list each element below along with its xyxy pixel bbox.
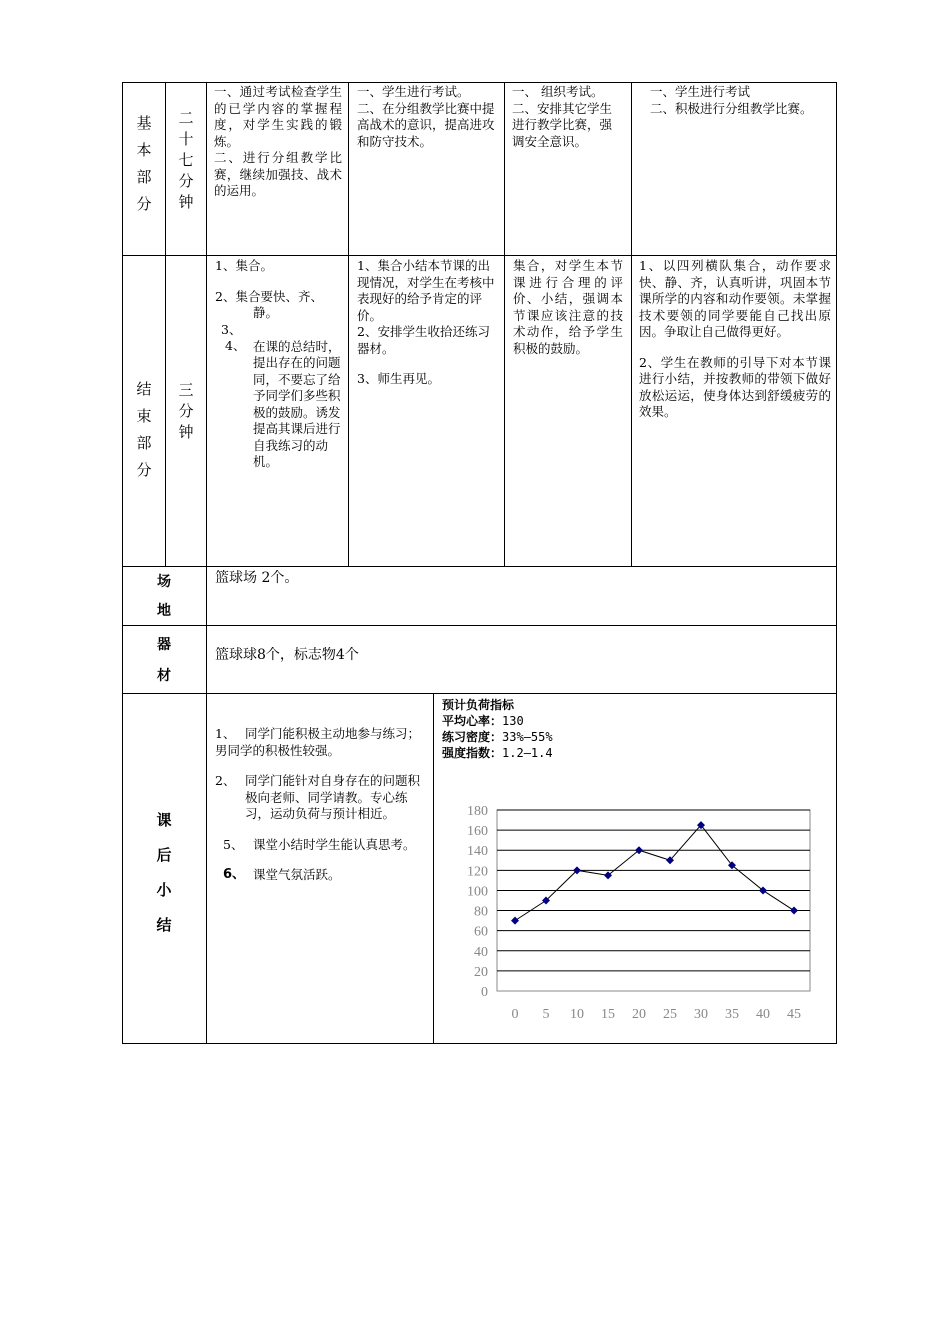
basic-teacher-cell: 一、 组织考试。 二、安排其它学生进行教学比赛，强调安全意识。 <box>512 84 613 149</box>
chart-series-line <box>515 825 794 921</box>
chart-data-point <box>604 871 612 879</box>
summary-item: 5、 课堂小结时学生能认真思考。 <box>223 836 416 852</box>
table-border-right <box>836 82 837 1044</box>
ending-student-cell: 1、集合小结本节课的出现情况，对学生在考核中表现好的给予肯定的评价。 2、安排学生收拾还练习器材。 3、师生再见。 <box>357 258 495 386</box>
chart-x-tick-label: 20 <box>632 1007 646 1022</box>
basic-requirement-cell: 一、学生进行考试 二、积极进行分组教学比赛。 <box>650 84 813 116</box>
ending-section-label: 结 束 部 分 <box>136 380 152 479</box>
col-divider <box>165 82 166 566</box>
chart-data-point <box>542 897 550 905</box>
basic-goal-cell: 一、通过考试检查学生的已学内容的掌握程度，对学生实践的锻炼。 二、进行分组教学比赛，继续加强技、战术的运用。 <box>214 84 342 198</box>
chart-x-tick-label: 10 <box>570 1007 584 1022</box>
equipment-label: 器 材 <box>157 637 171 684</box>
chart-x-tick-label: 45 <box>787 1007 801 1022</box>
basic-section-label: 基 本 部 分 <box>136 114 152 213</box>
summary-label: 课 后 小 结 <box>156 811 172 934</box>
chart-y-tick-label: 160 <box>467 824 488 840</box>
col-divider <box>206 82 207 1044</box>
summary-item: 1、 同学门能积极主动地参与练习；男同学的积极性较强。 <box>215 726 421 758</box>
chart-y-tick-label: 100 <box>467 884 488 900</box>
chart-y-tick-label: 40 <box>474 944 488 960</box>
chart-x-tick-label: 0 <box>511 1007 519 1022</box>
summary-list <box>215 726 427 884</box>
chart-data-point <box>666 856 674 864</box>
row-divider <box>122 693 837 694</box>
chart-x-tick-label: 5 <box>542 1007 550 1022</box>
row-divider <box>122 625 837 626</box>
chart-x-tick-label: 25 <box>663 1007 677 1022</box>
chart-data-point <box>573 866 581 874</box>
load-heading: 预计负荷指标 <box>442 698 515 712</box>
table-border-left <box>122 82 123 1044</box>
chart-data-point <box>759 886 767 894</box>
basic-section-time: 二 十 七 分 钟 <box>178 109 194 211</box>
summary-item: 6、 课堂气氛活跃。 <box>223 867 341 882</box>
table-border-bottom <box>122 1043 837 1044</box>
chart-y-tick-label: 180 <box>467 804 488 819</box>
chart-y-tick-label: 120 <box>467 864 488 880</box>
ending-teacher-cell: 集合，对学生本节课进行合理的评价、小结，强调本节课应该注意的技术动作，给予学生积极的鼓励。 <box>513 258 623 356</box>
venue-label: 场 地 <box>157 574 171 619</box>
col-divider <box>631 82 632 566</box>
load-indicators <box>442 697 742 761</box>
ending-section-time: 三 分 钟 <box>178 381 194 441</box>
basic-student-cell: 一、学生进行考试。 二、在分组教学比赛中提高战术的意识，提高进攻和防守技术。 <box>357 84 495 149</box>
equipment-value: 篮球球8个，标志物4个 <box>215 647 359 663</box>
chart-y-tick-label: 20 <box>474 964 488 980</box>
chart-y-tick-label: 60 <box>474 924 488 940</box>
chart-y-tick-label: 0 <box>481 985 488 1000</box>
chart-x-tick-label: 30 <box>694 1007 708 1022</box>
col-divider <box>504 82 505 566</box>
col-divider <box>348 82 349 566</box>
row-divider <box>122 255 837 256</box>
chart-data-point <box>790 907 798 915</box>
table-border-top <box>122 82 837 83</box>
chart-x-tick-label: 15 <box>601 1007 615 1022</box>
chart-data-point <box>697 821 705 829</box>
chart-plot-frame <box>497 810 810 991</box>
ending-content-cell: 1、集合。 2、集合要快、齐、静。 3、 4、 在课的总结时，提出存在的问题同，不要忘了给予同学们多些积极的鼓励。诱发提高其课后进行自我练习的动机。 <box>215 258 341 469</box>
heart-rate-row: 平均心率：130 <box>442 714 524 728</box>
col-divider <box>433 693 434 1044</box>
chart-data-point <box>511 917 519 925</box>
chart-y-tick-label: 80 <box>474 904 488 920</box>
density-row: 练习密度：33%—55% <box>442 730 553 744</box>
venue-value: 篮球场 2个。 <box>215 570 299 586</box>
row-divider <box>122 566 837 567</box>
ending-requirement-cell: 1、以四列横队集合，动作要求快、静、齐，认真听讲，巩固本节课所学的内容和动作要领。未掌握技术要领的同学要能自己找出原因。争取让自己做得更好。 2、学生在教师的引导下对本节课进行小结，并按教师的带领下做好放松运运，使身体达到舒缓疲劳的效果。 <box>639 258 831 419</box>
intensity-row: 强度指数：1.2—1.4 <box>442 746 553 760</box>
chart-x-tick-label: 40 <box>756 1007 770 1022</box>
chart-y-tick-label: 140 <box>467 844 488 860</box>
summary-item: 2、 同学门能针对自身存在的问题积极向老师、同学请教。专心练习，运动负荷与预计相近。 <box>215 773 421 821</box>
chart-data-point <box>728 861 736 869</box>
chart-data-point <box>635 846 643 854</box>
chart-x-tick-label: 35 <box>725 1007 739 1022</box>
